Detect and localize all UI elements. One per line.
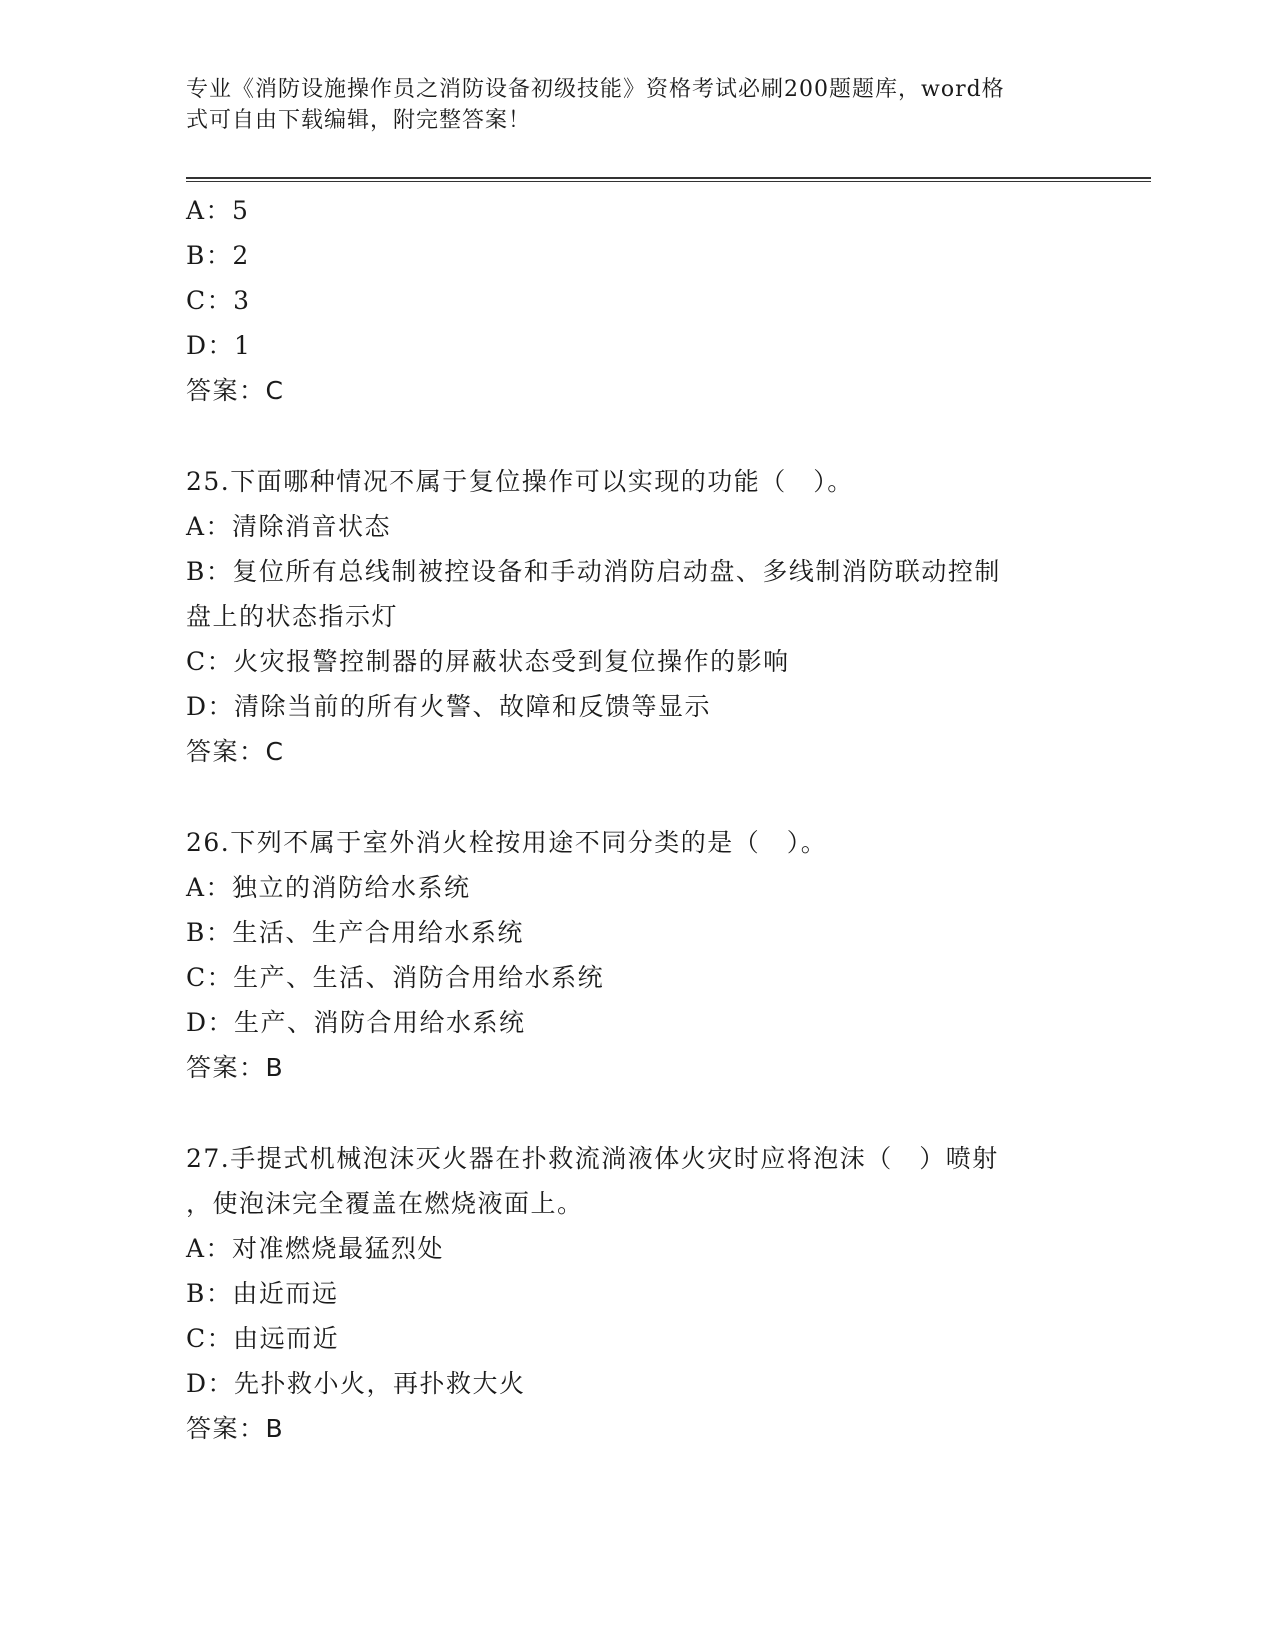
option-c: C：由远而近 bbox=[186, 1324, 340, 1353]
option-b: B：复位所有总线制被控设备和手动消防启动盘、多线制消防联动控制 bbox=[186, 557, 1001, 586]
option-d: D：清除当前的所有火警、故障和反馈等显示 bbox=[186, 692, 712, 721]
question-25-block bbox=[186, 459, 1086, 774]
question-text-continued: ，使泡沫完全覆盖在燃烧液面上。 bbox=[186, 1189, 584, 1218]
option-b-continued: 盘上的状态指示灯 bbox=[186, 602, 399, 631]
question-text: 25.下面哪种情况不属于复位操作可以实现的功能（ ）。 bbox=[186, 467, 854, 496]
question-26-block bbox=[186, 820, 1086, 1090]
question-text: 27.手提式机械泡沫灭火器在扑救流淌液体火灾时应将泡沫（ ）喷射 bbox=[186, 1144, 999, 1173]
answer-line: 答案：C bbox=[186, 376, 285, 405]
option-a: A：对准燃烧最猛烈处 bbox=[186, 1234, 445, 1263]
answer-line: 答案：C bbox=[186, 737, 285, 766]
option-c: C：生产、生活、消防合用给水系统 bbox=[186, 963, 605, 992]
option-a: A：清除消音状态 bbox=[186, 512, 392, 541]
option-b: B：生活、生产合用给水系统 bbox=[186, 918, 524, 947]
question-24-block bbox=[186, 188, 1086, 413]
option-d: D：生产、消防合用给水系统 bbox=[186, 1008, 526, 1037]
answer-line: 答案：B bbox=[186, 1414, 285, 1443]
question-text: 26.下列不属于室外消火栓按用途不同分类的是（ ）。 bbox=[186, 828, 828, 857]
option-d: D：1 bbox=[186, 331, 252, 360]
option-b: B：2 bbox=[186, 241, 250, 270]
answer-line: 答案：B bbox=[186, 1053, 285, 1082]
option-a: A：5 bbox=[186, 196, 250, 225]
option-a: A：独立的消防给水系统 bbox=[186, 873, 471, 902]
option-b: B：由近而远 bbox=[186, 1279, 339, 1308]
question-content bbox=[186, 188, 1086, 1451]
option-c: C：火灾报警控制器的屏蔽状态受到复位操作的影响 bbox=[186, 647, 790, 676]
header-line-2: 式可自由下载编辑，附完整答案！ bbox=[186, 108, 532, 133]
question-27-block bbox=[186, 1136, 1086, 1451]
option-c: C：3 bbox=[186, 286, 251, 315]
option-d: D：先扑救小火，再扑救大火 bbox=[186, 1369, 526, 1398]
document-header bbox=[186, 74, 1086, 136]
header-divider bbox=[186, 177, 1151, 182]
header-line-1: 专业《消防设施操作员之消防设备初级技能》资格考试必刷200题题库，word格 bbox=[186, 77, 1005, 102]
